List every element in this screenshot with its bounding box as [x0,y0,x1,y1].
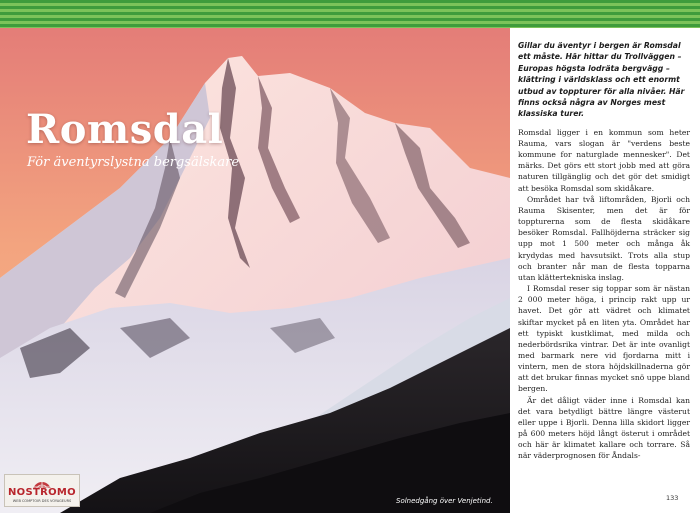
article-subtitle: För äventyrslystna bergsälskare [27,155,240,170]
article-body [518,127,690,462]
mountain-photo [0,28,510,513]
photo-caption: Solnedgång över Venjetind. [396,497,493,505]
body-paragraph: I Romsdal reser sig toppar som är nästan 2 000 meter höga, i princip rakt upp ur havet. Det gör att vädret och klimatet skiftar mycket på en liten yta. Området har ett typiskt kustklimat, med milda och nederbördsrika vintrar. Det är inte ovanligt med barmark nere vid fjordarna mitt i vintern, men de stora höjdskillnaderna gör att det brukar finnas mycket snö uppe bland bergen. [518,284,690,394]
body-paragraph: Är det dåligt väder inne i Romsdal kan det vara betydligt bättre längre västerut eller uppe i Bjorli. Denna lilla skidort ligger på 600 meters höjd långt österut i området och här är klimatet kallare och torrare. Så när väderprognosen för Åndals- [518,395,690,461]
article-title: Romsdal [26,106,224,153]
logo-tagline: WEB COMPTOIR DES VOYAGEURS [12,499,72,503]
body-paragraph: Romsdal ligger i en kommun som heter Rauma, vars slogan är "verdens beste kommune for naturglade mennesker". Det märks. Det görs ett stort jobb med att göra naturen tillgänglig och det gör det smidigt att besöka Romsdal som skidåkare. [518,127,690,193]
article-intro: Gillar du äventyr i bergen är Romsdal ett måste. Här hittar du Trollväggen – Europas högsta lodräta bergvägg – klättring i världsklass och ett enormt utbud av toppturer för alla nivåer. Här finns också några av Norges mest klassiska turer. [518,41,685,119]
logo-name: NOSTROMO [8,487,76,498]
article-column [518,40,690,462]
header-stripes [0,0,700,28]
body-paragraph: Området har två liftområden, Bjorli och Rauma Skisenter, men det är för toppturerna som de flesta skidåkare besöker Romsdal. Fallhöjderna sträcker sig upp mot 1 500 meter och många åk krydydas med havsutsikt. Trots alla stup och branter når man de flesta topparna utan klättertekniska inslag. [518,194,690,282]
mountain-illustration [0,28,510,513]
nostromo-logo[interactable] [4,474,80,507]
page-number: 133 [666,494,679,502]
